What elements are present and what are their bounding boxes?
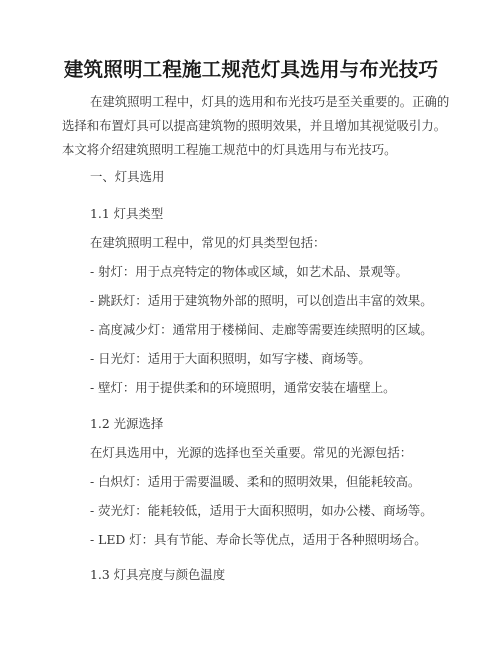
list-item: - 白炽灯：适用于需要温暖、柔和的照明效果，但能耗较高。 — [90, 474, 421, 489]
subsection-heading: 1.2 光源选择 — [90, 416, 164, 431]
paragraph: 在灯具选用中，光源的选择也至关重要。常见的光源包括： — [90, 445, 413, 460]
list-item: - LED 灯：具有节能、寿命长等优点，适用于各种照明场合。 — [90, 532, 427, 547]
section-heading: 一、灯具选用 — [90, 169, 165, 184]
intro-paragraph-line: 本文将介绍建筑照明工程施工规范中的灯具选用与布光技巧。 — [62, 142, 397, 157]
list-item: - 跳跃灯：适用于建筑物外部的照明，可以创造出丰富的效果。 — [90, 293, 433, 308]
subsection-heading: 1.1 灯具类型 — [90, 206, 164, 221]
document-title: 建筑照明工程施工规范灯具选用与布光技巧 — [63, 58, 439, 81]
intro-paragraph-line: 选择和布置灯具可以提高建筑物的照明效果，并且增加其视觉吸引力。 — [62, 118, 447, 133]
subsection-heading: 1.3 灯具亮度与颜色温度 — [90, 567, 226, 582]
list-item: - 日光灯：适用于大面积照明，如写字楼、商场等。 — [90, 351, 371, 366]
list-item: - 射灯：用于点亮特定的物体或区域，如艺术品、景观等。 — [90, 264, 408, 279]
intro-paragraph-line: 在建筑照明工程中，灯具的选用和布光技巧是至关重要的。正确的 — [90, 94, 450, 109]
paragraph: 在建筑照明工程中，常见的灯具类型包括： — [90, 235, 326, 250]
list-item: - 壁灯：用于提供柔和的环境照明，通常安装在墙壁上。 — [90, 380, 396, 395]
list-item: - 高度减少灯：通常用于楼梯间、走廊等需要连续照明的区域。 — [90, 322, 433, 337]
list-item: - 荧光灯：能耗较低，适用于大面积照明，如办公楼、商场等。 — [90, 503, 433, 518]
